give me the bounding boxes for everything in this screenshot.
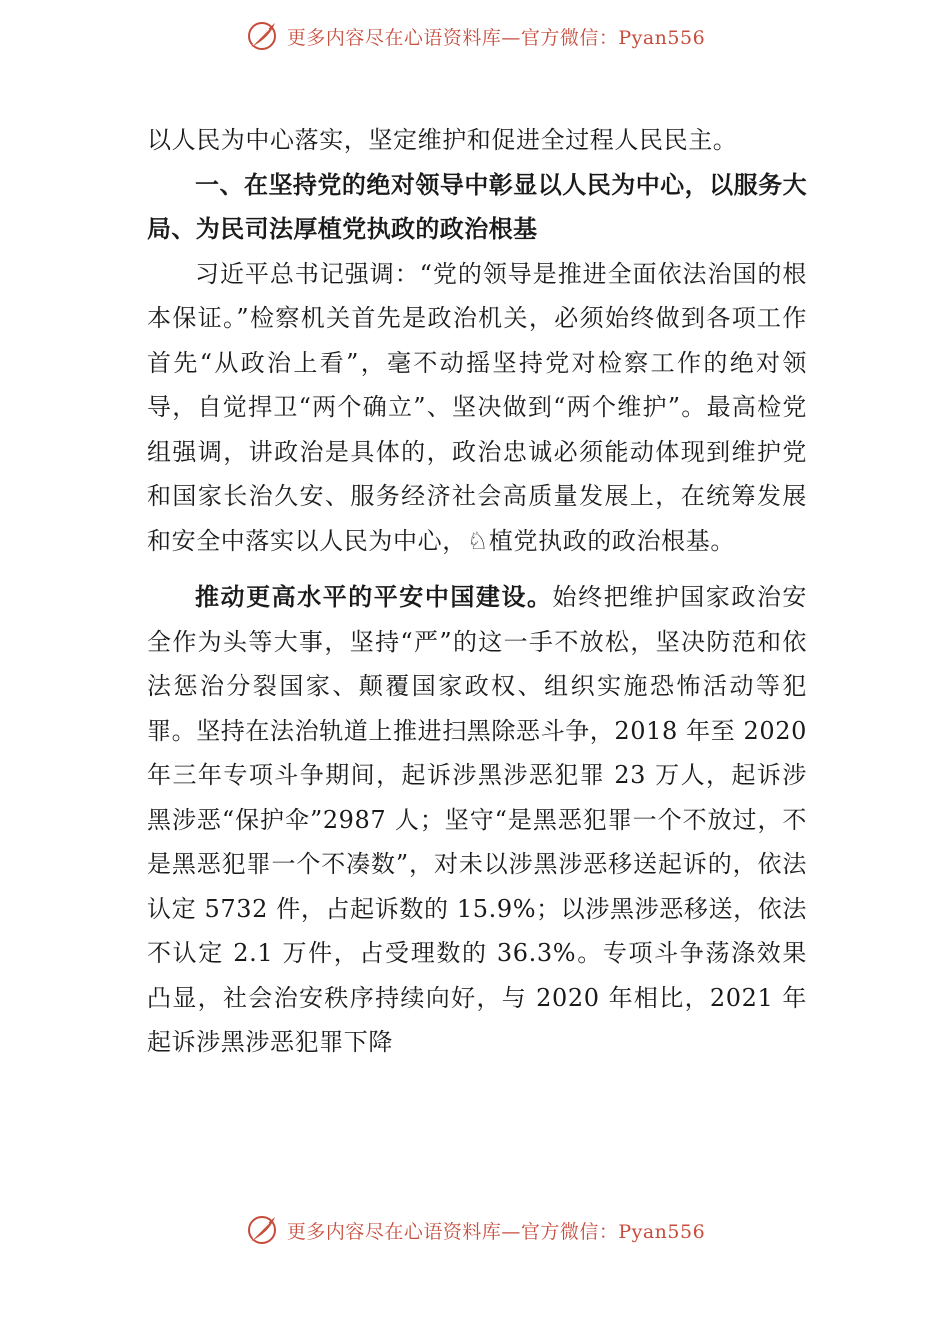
paragraph-1-tail: ♘植党执政的政治根基。 bbox=[466, 526, 735, 555]
section-heading: 一、在坚持党的绝对领导中彰显以人民为中心，以服务大局、为民司法厚植党执政的政治根基 bbox=[147, 170, 807, 243]
paragraph-2-lead: 推动更高水平的平安中国建设。 bbox=[195, 582, 553, 611]
footer-banner bbox=[0, 1208, 950, 1252]
document-body bbox=[147, 118, 807, 1065]
header-banner bbox=[0, 14, 950, 58]
feather-logo-icon bbox=[245, 19, 279, 53]
paragraph-1-body: 习近平总书记强调：“党的领导是推进全面依法治国的根本保证。”检察机关首先是政治机关，必须始终做到各项工作首先“从政治上看”，毫不动摇坚持党对检察工作的绝对领导，自觉捍卫“两个确立”、坚决做到“两个维护”。最高检党组强调，讲政治是具体的，政治忠诚必须能动体现到维护党和国家长治久安、服务经济社会高质量发展上，在统筹发展和安全中落实以人民为中心， bbox=[147, 259, 807, 555]
feather-logo-icon bbox=[245, 1213, 279, 1247]
paragraph-2-body: 始终把维护国家政治安全作为头等大事，坚持“严”的这一手不放松，坚决防范和依法惩治分裂国家、颠覆国家政权、组织实施恐怖活动等犯罪。坚持在法治轨道上推进扫黑除恶斗争，2018 年至 2020 年三年专项斗争期间，起诉涉黑涉恶犯罪 23 万人，起诉涉黑涉恶“保护伞”2987 人；坚守“是黑恶犯罪一个不放过，不是黑恶犯罪一个不凑数”，对未以涉黑涉恶移送起诉的，依法认定 5732 件，占起诉数的 15.9%；以涉黑涉恶移送，依法不认定 2.1 万件，占受理数的 36.3%。专项斗争荡涤效果凸显，社会治安秩序持续向好，与 2020 年相比，2021 年起诉涉黑涉恶犯罪下降 bbox=[147, 583, 808, 1056]
paragraph-2 bbox=[147, 575, 807, 1065]
intro-line: 以人民为中心落实，坚定维护和促进全过程人民民主。 bbox=[147, 126, 738, 154]
paragraph-1 bbox=[147, 252, 807, 564]
banner-text: 更多内容尽在心语资料库—官方微信：Pyan556 bbox=[286, 26, 706, 49]
banner-text: 更多内容尽在心语资料库—官方微信：Pyan556 bbox=[286, 1220, 706, 1243]
